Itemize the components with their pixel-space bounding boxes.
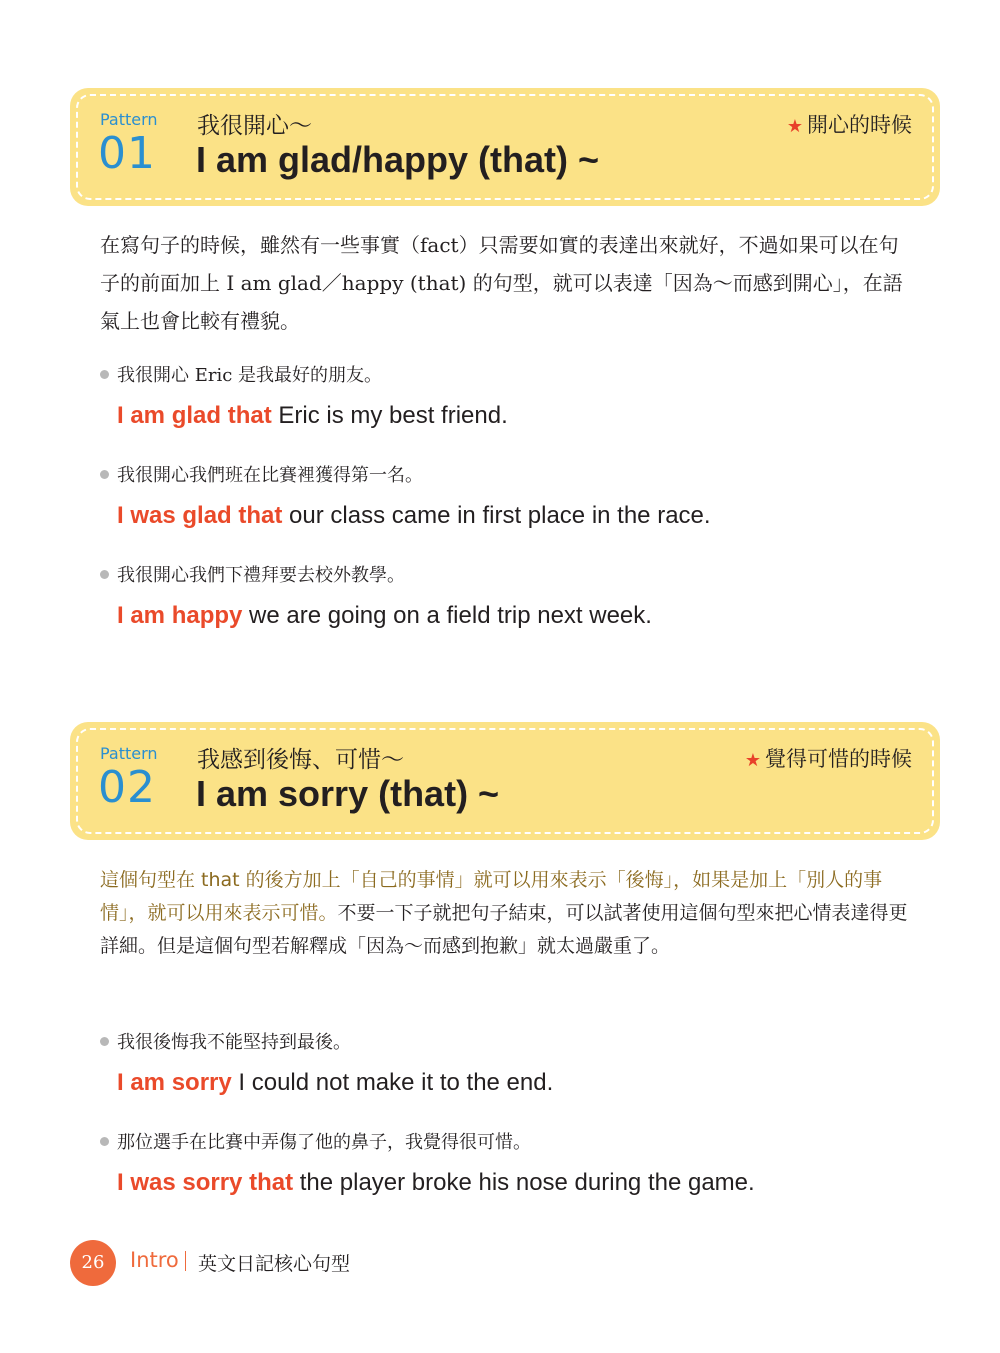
example-rest: we are going on a field trip next week.	[242, 602, 652, 629]
example-rest: Eric is my best friend.	[271, 402, 508, 429]
star-icon: ★	[744, 750, 761, 771]
bullet-icon	[100, 1037, 109, 1046]
pattern-zh-title: 我感到後悔、可惜～	[197, 747, 404, 773]
example-zh: 那位選手在比賽中弄傷了他的鼻子，我覺得很可惜。	[100, 1129, 930, 1157]
bullet-icon	[100, 1137, 109, 1146]
example-en	[117, 1167, 930, 1199]
pattern-when	[745, 743, 912, 773]
example-item	[100, 362, 930, 432]
example-key-phrase: I was glad that	[117, 502, 283, 529]
pattern-when	[787, 109, 912, 139]
bullet-icon	[100, 470, 109, 479]
pattern-01-paragraph: 在寫句子的時候，雖然有一些事實（fact）只需要如實的表達出來就好，不過如果可以在句子的前面加上 I am glad／happy (that) 的句型，就可以表達「因為～而感到開心」，在語氣上也會比較有禮貌。	[100, 233, 903, 333]
footer-divider	[185, 1251, 186, 1271]
example-en	[117, 500, 930, 532]
example-key-phrase: I was sorry that	[117, 1169, 294, 1196]
paragraph-highlight: 這個句型在 that 的後方加上「自己的事情」就可以用來表示「後悔」，如果是加上「別人的事情」，就可以用來表示可惜。	[100, 869, 883, 924]
example-item	[100, 562, 930, 632]
pattern-when-text: 開心的時候	[807, 113, 912, 137]
pattern-label: Pattern	[100, 110, 158, 129]
example-item	[100, 462, 930, 532]
example-rest: I could not make it to the end.	[231, 1069, 554, 1096]
example-en	[117, 400, 930, 432]
pattern-02-header	[70, 722, 940, 840]
example-rest: our class came in first place in the race.	[282, 502, 711, 529]
example-zh: 我很開心我們班在比賽裡獲得第一名。	[100, 462, 930, 490]
pattern-when-text: 覺得可惜的時候	[765, 747, 912, 771]
pattern-number: 01	[98, 128, 156, 179]
bullet-icon	[100, 570, 109, 579]
star-icon: ★	[786, 116, 803, 137]
example-en	[117, 1067, 930, 1099]
example-key-phrase: I am sorry	[117, 1069, 232, 1096]
example-key-phrase: I am happy	[117, 602, 243, 629]
pattern-title: I am glad/happy (that) ~	[196, 139, 600, 180]
page-number: 26	[70, 1240, 116, 1286]
pattern-01-header	[70, 88, 940, 206]
example-key-phrase: I am glad that	[117, 402, 272, 429]
bullet-icon	[100, 370, 109, 379]
paragraph-rest: 不要一下子就把句子結束，可以試著使用這個句型來把心情表達得更詳細。但是這個句型若解釋成「因為～而感到抱歉」就太過嚴重了。	[100, 902, 908, 957]
example-en	[117, 600, 930, 632]
pattern-number: 02	[98, 762, 156, 813]
pattern-zh-title: 我很開心～	[197, 113, 312, 139]
pattern-label: Pattern	[100, 744, 158, 763]
example-rest: the player broke his nose during the game.	[293, 1169, 755, 1196]
example-item	[100, 1129, 930, 1199]
example-item	[100, 1029, 930, 1099]
example-zh: 我很開心我們下禮拜要去校外教學。	[100, 562, 930, 590]
footer-section: Intro	[130, 1248, 179, 1272]
example-zh: 我很開心 Eric 是我最好的朋友。	[100, 362, 930, 390]
example-zh: 我很後悔我不能堅持到最後。	[100, 1029, 930, 1057]
pattern-title: I am sorry (that) ~	[196, 773, 500, 814]
pattern-02-paragraph	[100, 864, 915, 963]
footer-book-title: 英文日記核心句型	[198, 1253, 351, 1275]
